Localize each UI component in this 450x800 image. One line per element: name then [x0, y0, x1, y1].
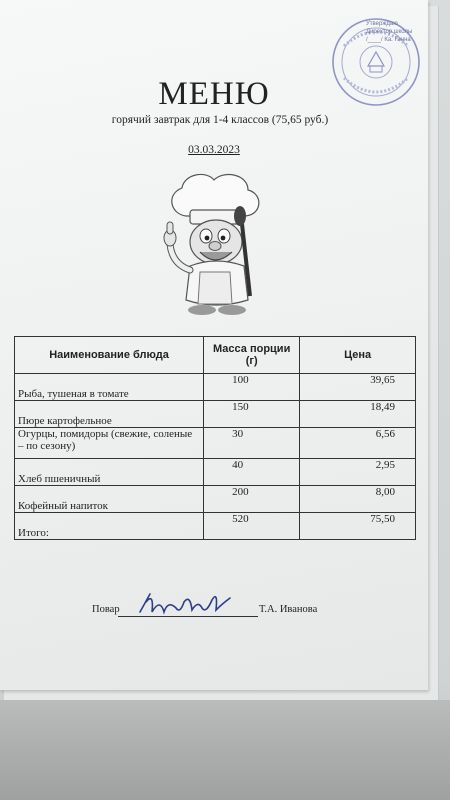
dish-price: 6,56: [300, 428, 416, 459]
cook-signature-line: [92, 604, 352, 615]
dish-mass: 200: [204, 486, 300, 513]
approval-line-3: /____/ Ка. Гинна: [366, 37, 411, 43]
handwritten-signature: [136, 590, 232, 620]
approval-line-1: Утверждаю: [366, 21, 398, 27]
dish-price: 39,65: [300, 374, 416, 401]
table-row: [15, 459, 416, 486]
dish-mass: 30: [204, 428, 300, 459]
dish-price: 18,49: [300, 401, 416, 428]
dish-name: Пюре картофельное: [15, 401, 204, 428]
menu-table: [14, 336, 416, 540]
total-mass: 520: [204, 513, 300, 540]
table-row: [15, 486, 416, 513]
column-header-dish: Наименование блюда: [15, 337, 204, 374]
table-row-total: [15, 513, 416, 540]
approval-note: [366, 20, 426, 44]
dish-price: 8,00: [300, 486, 416, 513]
dish-name: Рыба, тушеная в томате: [15, 374, 204, 401]
dish-mass: 40: [204, 459, 300, 486]
table-row: [15, 374, 416, 401]
dish-name: Кофейный напиток: [15, 486, 204, 513]
column-header-mass: Масса порции (г): [204, 337, 300, 374]
table-header-row: [15, 337, 416, 374]
total-price: 75,50: [300, 513, 416, 540]
chef-cartoon-icon: [150, 168, 280, 318]
approval-line-2: Директор школы: [366, 29, 413, 35]
table-row: [15, 401, 416, 428]
total-label: Итого:: [15, 513, 204, 540]
table-row: [15, 428, 416, 459]
page-title: МЕНЮ: [158, 76, 270, 112]
column-header-price: Цена: [300, 337, 416, 374]
dish-name: Огурцы, помидоры (свежие, соленые – по сезону): [15, 428, 204, 459]
dish-name: Хлеб пшеничный: [15, 459, 204, 486]
subtitle: горячий завтрак для 1-4 классов (75,65 руб.): [111, 114, 329, 126]
dish-price: 2,95: [300, 459, 416, 486]
dish-mass: 150: [204, 401, 300, 428]
floor-background: [0, 700, 450, 800]
dish-mass: 100: [204, 374, 300, 401]
menu-date: 03.03.2023: [188, 144, 240, 156]
cook-label: Повар: [92, 604, 120, 615]
cook-name: Т.А. Иванова: [259, 604, 318, 615]
